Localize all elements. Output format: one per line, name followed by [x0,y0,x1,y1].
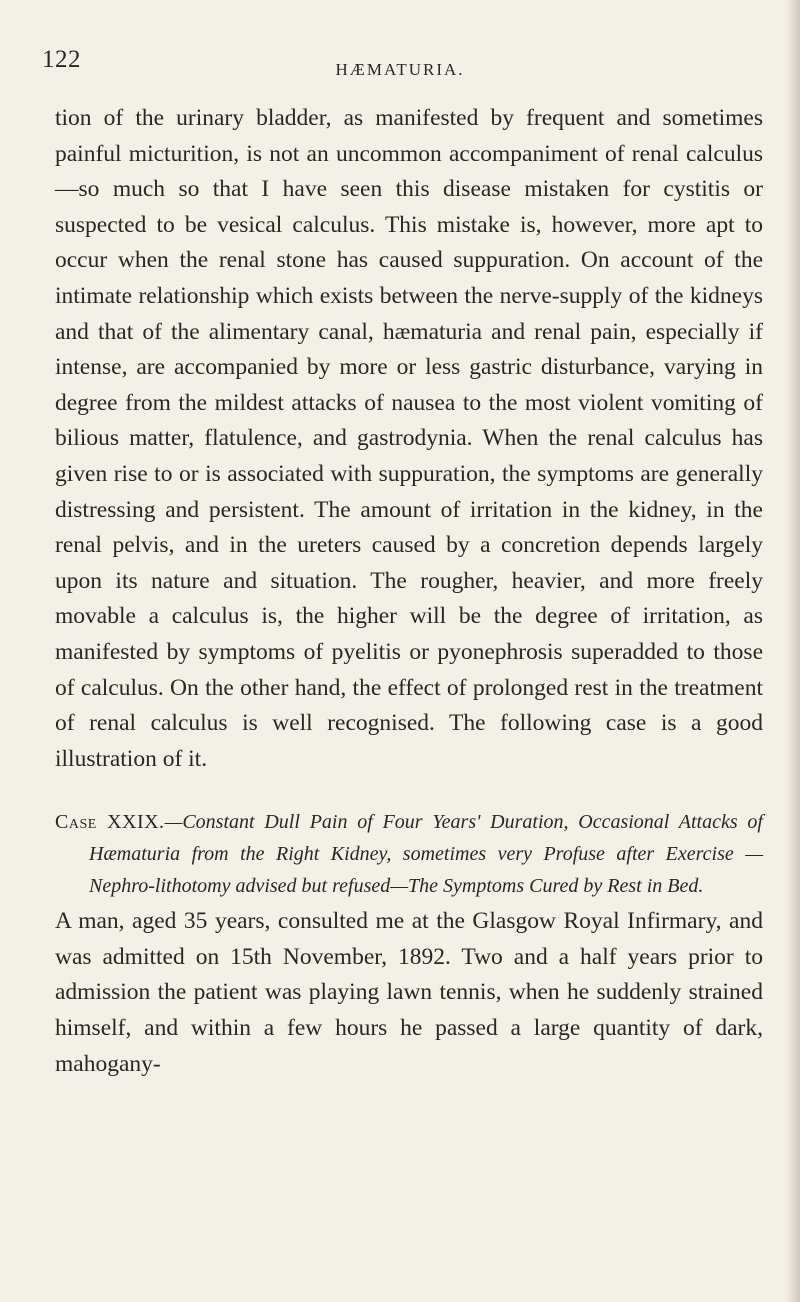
case-label: Case XXIX. [55,811,165,834]
case-title: —Constant Dull Pain of Four Years' Duration, Occasional Attacks of Hæmaturia from the Right Kidney, sometimes very Profuse after Exercise — Nephro-lithotomy advised but refused—The Symptoms Cured by Rest in Bed. [89,811,763,898]
page-number: 122 [42,46,81,73]
running-title: HÆMATURIA. [335,60,465,79]
page-body [55,101,763,1082]
case-heading [55,806,763,902]
body-paragraph: tion of the urinary bladder, as manifested by frequent and sometimes painful micturition, is not an uncommon accompaniment of renal calculus—so much so that I have seen this disease mistaken for cystitis or suspected to be vesical calculus. This mistake is, however, more apt to occur when the renal stone has caused suppuration. On account of the intimate relationship which exists between the nerve-supply of the kidneys and that of the alimentary canal, hæmaturia and renal pain, especially if intense, are accompanied by more or less gastric disturbance, varying in degree from the mildest attacks of nausea to the most violent vomiting of bilious matter, flatulence, and gastrodynia. When the renal calculus has given rise to or is associated with suppuration, the symptoms are generally distressing and persistent. The amount of irritation in the kidney, in the renal pelvis, and in the ureters caused by a concretion depends largely upon its nature and situation. The rougher, heavier, and more freely movable a calculus is, the higher will be the degree of irritation, as manifested by symptoms of pyelitis or pyonephrosis superadded to those of calculus. On the other hand, the effect of prolonged rest in the treatment of renal calculus is well recognised. The following case is a good illustration of it. [55,105,763,772]
case-paragraph: A man, aged 35 years, consulted me at the Glasgow Royal Infirmary, and was admitted on 15th November, 1892. Two and a half years prior to admission the patient was playing lawn tennis, when he suddenly strained himself, and within a few hours he passed a large quantity of dark, mahogany- [55,908,763,1077]
page-edge-shadow [786,0,800,1302]
